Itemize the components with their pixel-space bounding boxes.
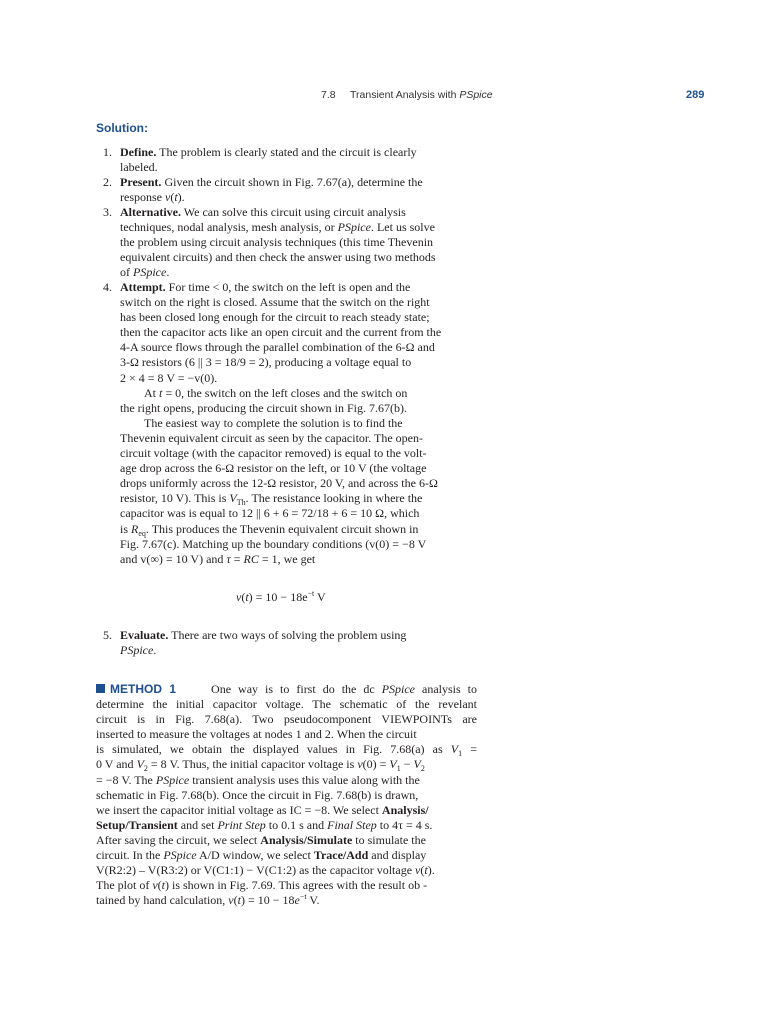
solution-equation: $v(t) = 10 - 18e^{-t}$ V xyxy=(236,589,326,604)
method-1-paragraph: METHOD 1 One way is to first do the dc PSpice analysis to determine the initial capacitor voltage. The schematic of the revelant circuit is in Fig. 7.68(a). Two pseudocomponent VIEWPOINTs are inserted to measure the voltages at nodes 1 and 2. When the circuit is simulated, we obtain the displayed values in Fig. 7.68(a) as $V_1$ = 0 V and $V_2 = 8$ V. Thus, the initial capacitor voltage is $v(0) = V_1 - V_2$ = −8 V. The PSpice transient analysis uses this value along with the schematic in Fig. 7.68(b). Once the circuit in Fig. 7.68(b) is drawn, we insert the capacitor initial voltage as IC = −8. We select Analysis/ Setup/Transient and set Print Step to 0.1 s and Final Step to 4τ = 4 s. After saving the circuit, we select Analysis/Simulate to simulate the circuit. In the PSpice A/D window, we select Trace/Add and display V(R2:2) – V(R3:2) or V(C1:1) − V(C1:2) as the capacitor voltage v(t). The plot of v(t) is shown in Fig. 7.69. This agrees with the result ob - tained by hand calculation, $v(t) = 10 - 18e^{-t}$ V. xyxy=(96,682,478,908)
square-bullet-icon xyxy=(96,684,105,693)
step-define: 1. Define. The problem is clearly stated and the circuit is clearly labeled. xyxy=(103,145,417,175)
step-evaluate: 5. Evaluate. There are two ways of solving the problem using PSpice. xyxy=(103,628,407,658)
step-alternative: 3. Alternative. We can solve this circuit using circuit analysis techniques, nodal analysis, mesh analysis, or PSpice. Let us solve the problem using circuit analysis techniques (this time Thevenin equivalent circuits) and then check the answer using two methods of PSpice. xyxy=(103,205,436,280)
method-tag: METHOD 1 xyxy=(110,682,177,696)
step-present: 2. Present. Given the circuit shown in Fig. 7.67(a), determine the response v(t). xyxy=(103,175,423,205)
running-title: Transient Analysis with PSpice xyxy=(350,89,493,101)
section-number: 7.8 xyxy=(321,89,336,101)
page-number: 289 xyxy=(686,89,705,101)
step-attempt: 4. Attempt. For time < 0, the switch on the left is open and the switch on the right is closed. Assume that the switch on the right has been closed long enough for the circuit to reach steady state; then the capacitor acts like an open circuit and the current from the 4-A source flows through the parallel combination of the 6-Ω and 3-Ω resistors (6 || 3 = 18/9 = 2), producing a voltage equal to 2 × 4 = 8 V = −v(0). At t = 0, the switch on the left closes and the switch on the right opens, producing the circuit shown in Fig. 7.67(b). The easiest way to complete the solution is to find the Thevenin equivalent circuit as seen by the capacitor. The open- circuit voltage (with the capacitor removed) is equal to the volt- age drop across the 6-Ω resistor on the left, or 10 V (the voltage drops uniformly across the 12-Ω resistor, 20 V, and across the 6-Ω resistor, 10 V). This is $V_{Th}$. The resistance looking in where the capacitor was is equal to 12 || 6 + 6 = 72/18 + 6 = 10 Ω, which is $R_{eq}$. This produces the Thevenin equivalent circuit shown in Fig. 7.67(c). Matching up the boundary conditions (v(0) = −8 V and v(∞) = 10 V) and τ = RC = 1, we get xyxy=(103,280,442,566)
solution-heading: Solution: xyxy=(96,121,148,135)
